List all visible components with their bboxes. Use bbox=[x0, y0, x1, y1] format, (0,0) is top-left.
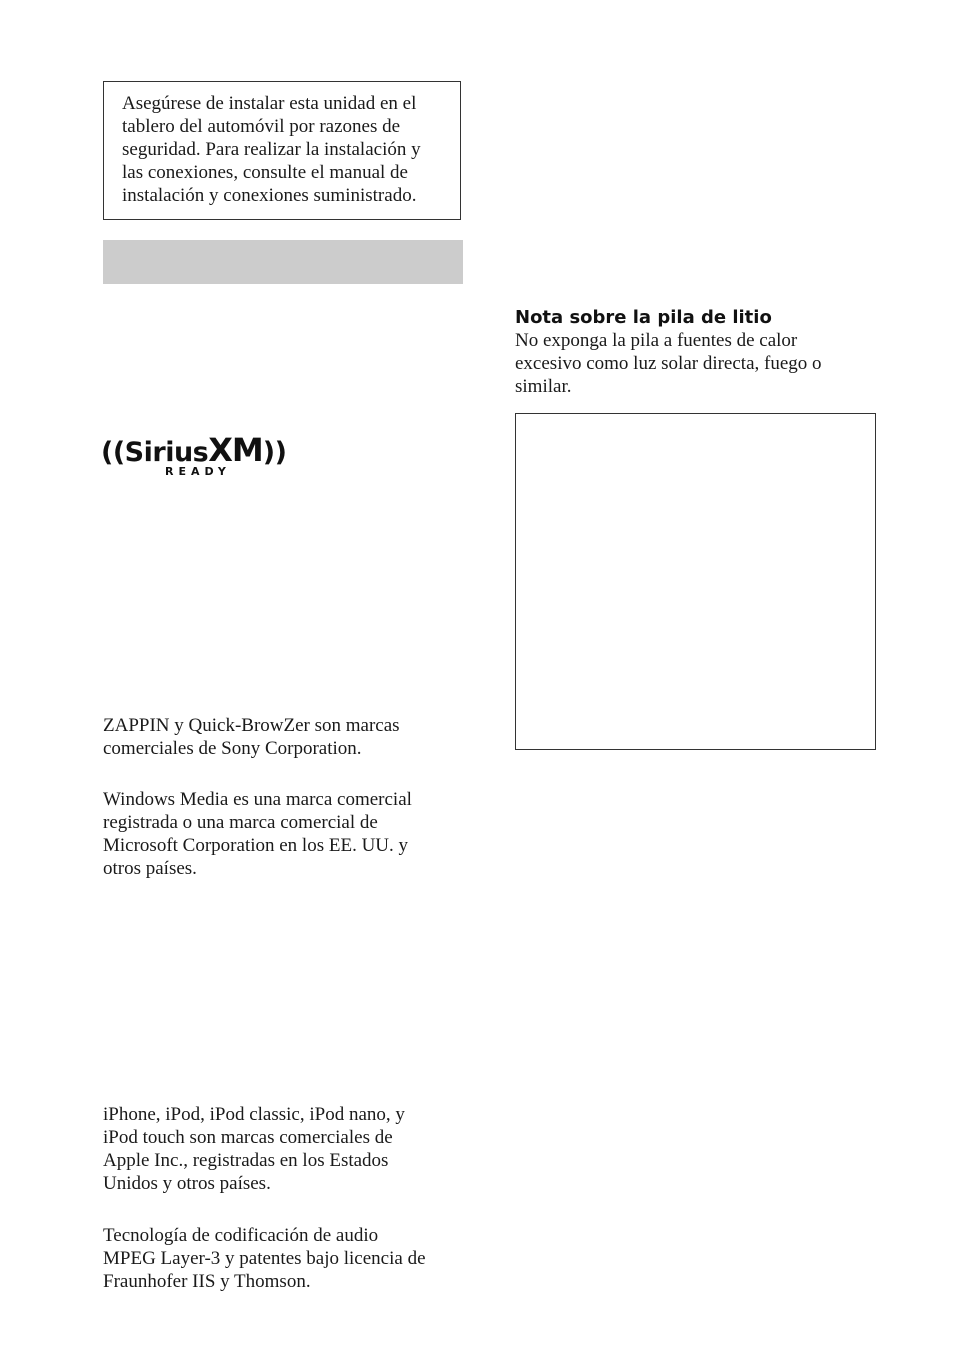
siriusxm-ready-logo bbox=[101, 432, 301, 478]
windows-media-trademark-text: Windows Media es una marca comercial registrada o una marca comercial de Microsoft Corporation en los EE. UU. y otros países. bbox=[103, 789, 412, 879]
logo-tail: )) bbox=[262, 437, 287, 468]
apple-trademark-text: iPhone, iPod, iPod classic, iPod nano, y iPod touch son marcas comerciales de Apple Inc., registradas en los Estados Unidos y otros países. bbox=[103, 1104, 405, 1194]
lithium-battery-heading: Nota sobre la pila de litio bbox=[515, 307, 772, 328]
empty-framed-box bbox=[515, 413, 876, 750]
lithium-battery-text: No exponga la pila a fuentes de calor excesivo como luz solar directa, fuego o similar. bbox=[515, 330, 822, 397]
logo-sirius: ((Sirius bbox=[101, 437, 209, 468]
logo-ready-text: READY bbox=[165, 465, 231, 478]
safety-notice-text: Asegúrese de instalar esta unidad en el tablero del automóvil por razones de seguridad. Para realizar la instalación y las conexiones, consulte el manual de instalación y conexiones suministrado. bbox=[122, 93, 421, 206]
section-header-bar bbox=[103, 240, 463, 284]
mpeg-license-text: Tecnología de codificación de audio MPEG Layer-3 y patentes bajo licencia de Fraunhofer IIS y Thomson. bbox=[103, 1225, 426, 1292]
safety-notice-box bbox=[103, 81, 461, 220]
logo-xm: XM bbox=[208, 431, 263, 469]
zappin-trademark-text: ZAPPIN y Quick-BrowZer son marcas comerciales de Sony Corporation. bbox=[103, 715, 400, 759]
